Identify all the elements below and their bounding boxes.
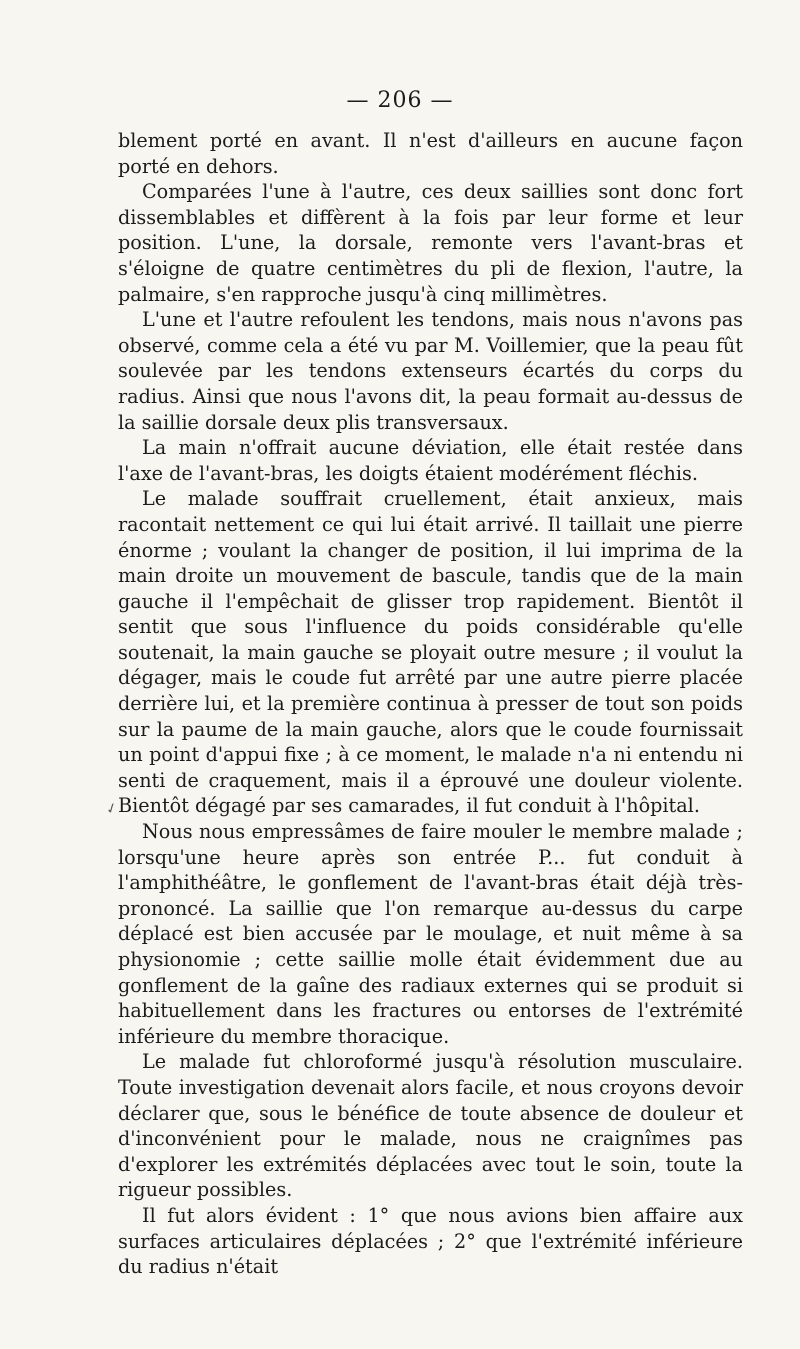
paragraph-5: Le malade souffrait cruellement, était anxieux, mais racontait nettement ce qui lui était arrivé. Il taillait une pierre énorme ; voulant la changer de position, il lui imprima de la main droite un mouvement de bascule, tandis que de la main gauche il l'empêchait de glisser trop rapidement. Bientôt il sentit que sous l'influence du poids considérable qu'elle soutenait, la main gauche se ployait outre mesure ; il voulut la dégager, mais le coude fut arrêté par une autre pierre placée derrière lui, et la première continua à presser de tout son poids sur la paume de la main gauche, alors que le coude fournissait un point d'appui fixe ; à ce moment, le malade n'a ni entendu ni senti de craquement, mais il a éprouvé une douleur violente. Bientôt dégagé par ses camarades, il fut conduit à l'hôpital. bbox=[118, 487, 743, 818]
paragraph-3: L'une et l'autre refoulent les tendons, mais nous n'avons pas observé, comme cela a été vu par M. Voillemier, que la peau fût soulevée par les tendons extenseurs écartés du corps du radius. Ainsi que nous l'avons dit, la peau formait au-dessus de la saillie dorsale deux plis transversaux. bbox=[118, 308, 743, 434]
paragraph-6: Nous nous empressâmes de faire mouler le membre malade ; lorsqu'une heure après son entrée P... fut conduit à l'amphithéâtre, le gonflement de l'avant-bras était déjà très-prononcé. La saillie que l'on remarque au-dessus du carpe déplacé est bien accusée par le moulage, et nuit même à sa physionomie ; cette saillie molle était évidemment due au gonflement de la gaîne des radiaux externes qui se produit si habituellement dans les fractures ou entorses de l'extrémité inférieure du membre thoracique. bbox=[118, 820, 743, 1048]
margin-annotation-icon: ✓ bbox=[103, 799, 121, 819]
paragraph-1: blement porté en avant. Il n'est d'ailleurs en aucune façon porté en dehors. bbox=[118, 129, 743, 178]
paragraph-2: Comparées l'une à l'autre, ces deux saillies sont donc fort dissemblables et diffèrent à la fois par leur forme et leur position. L'une, la dorsale, remonte vers l'avant-bras et s'éloigne de quatre centimètres du pli de flexion, l'autre, la palmaire, s'en rapproche jusqu'à cinq millimètres. bbox=[118, 180, 743, 306]
paragraph-7: Le malade fut chloroformé jusqu'à résolution musculaire. Toute investigation devenait alors facile, et nous croyons devoir déclarer que, sous le bénéfice de toute absence de douleur et d'inconvénient pour le malade, nous ne craignîmes pas d'explorer les extrémités déplacées avec tout le soin, toute la rigueur possibles. bbox=[118, 1050, 743, 1202]
paragraph-4: La main n'offrait aucune déviation, elle était restée dans l'axe de l'avant-bras, les doigts étaient modérément fléchis. bbox=[118, 436, 743, 485]
body-text bbox=[118, 128, 743, 1280]
page-number-header: — 206 — bbox=[346, 88, 454, 113]
paragraph-8: Il fut alors évident : 1° que nous avions bien affaire aux surfaces articulaires déplacées ; 2° que l'extrémité inférieure du radius n'était bbox=[118, 1203, 743, 1279]
